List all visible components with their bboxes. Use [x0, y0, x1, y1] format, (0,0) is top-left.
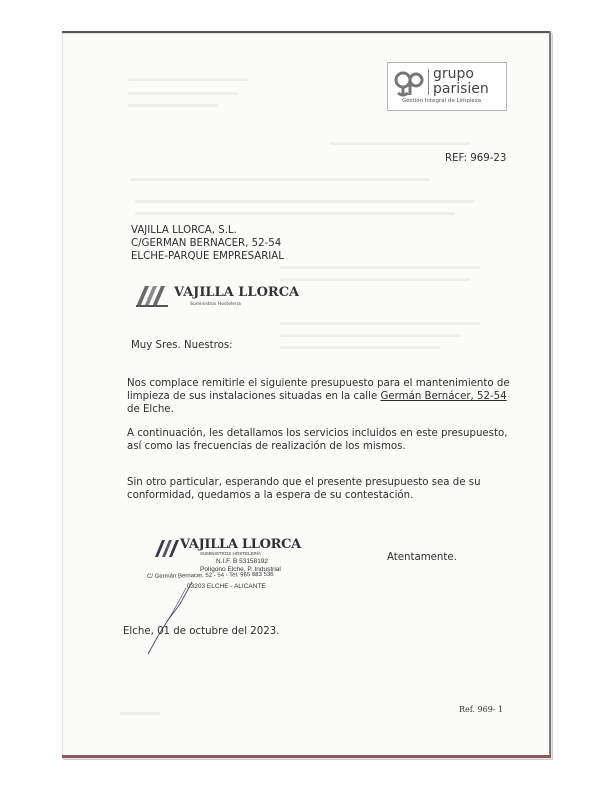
- stamp-nif: N.I.F. B 53158192: [216, 558, 269, 565]
- signature: [140, 580, 200, 656]
- logo-divider: [428, 69, 429, 95]
- client-logo-subtitle: Suministros Hostelería: [190, 302, 241, 307]
- closing: Atentamente.: [387, 552, 457, 563]
- recipient-company: VAJILLA LLORCA, S.L.: [131, 225, 237, 236]
- paragraph-3-line-2: conformidad, quedamos a la espera de su contestación.: [127, 490, 414, 501]
- stamp-address: C/ Germán Bernacer, 52 - 54 - Tel. 965 683 536: [146, 571, 274, 580]
- logo-tagline: Gestión Integral de Limpieza: [402, 98, 482, 104]
- paragraph-2-line-2: así como las frecuencias de realización de los mismos.: [127, 441, 406, 452]
- stamp-industrial-estate: Polígono Elche, P. Industrial: [200, 566, 281, 573]
- gp-logo-mark-icon: [394, 71, 424, 97]
- paragraph-1-line-3: de Elche.: [127, 404, 174, 415]
- client-logo-name: VAJILLA LLORCA: [174, 285, 300, 300]
- vajilla-llorca-mark-icon: [134, 283, 170, 309]
- paragraph-1-line-2-prefix: limpieza de sus instalaciones situadas en la calle: [127, 391, 381, 402]
- stamp-mark-icon: [154, 538, 180, 558]
- paragraph-1-line-2: [127, 390, 507, 403]
- page-edge-bottom: [62, 755, 551, 758]
- recipient-area: ELCHE-PARQUE EMPRESARIAL: [131, 251, 284, 262]
- salutation: Muy Sres. Nuestros:: [131, 340, 233, 351]
- recipient-street: C/GERMAN BERNACER, 52-54: [131, 238, 282, 249]
- paragraph-2-line-1: A continuación, les detallamos los servicios incluidos en este presupuesto,: [127, 428, 508, 439]
- letter-date: Elche, 01 de octubre del 2023.: [123, 626, 280, 637]
- logo-company-name: grupo parisien: [433, 66, 489, 97]
- footer-reference: Ref. 969- 1: [459, 705, 504, 714]
- stamp-city: 03203 ELCHE - ALICANTE: [187, 583, 266, 590]
- stamp-subtitle: SUMINISTROS HOSTELERÍA: [200, 551, 262, 556]
- page-edge-right: [549, 31, 551, 758]
- vajilla-llorca-logo: [134, 283, 300, 311]
- paragraph-1-line-1: Nos complace remitirle el siguiente presupuesto para el mantenimiento de: [127, 378, 510, 389]
- grupo-parisien-logo: [387, 62, 507, 111]
- reference-number: REF: 969-23: [445, 153, 507, 164]
- stamp-company-name: VAJILLA LLORCA: [180, 537, 301, 552]
- street-address: Germán Bernácer, 52-54: [380, 391, 507, 402]
- paragraph-3-line-1: Sin otro particular, esperando que el presente presupuesto sea de su: [127, 477, 481, 488]
